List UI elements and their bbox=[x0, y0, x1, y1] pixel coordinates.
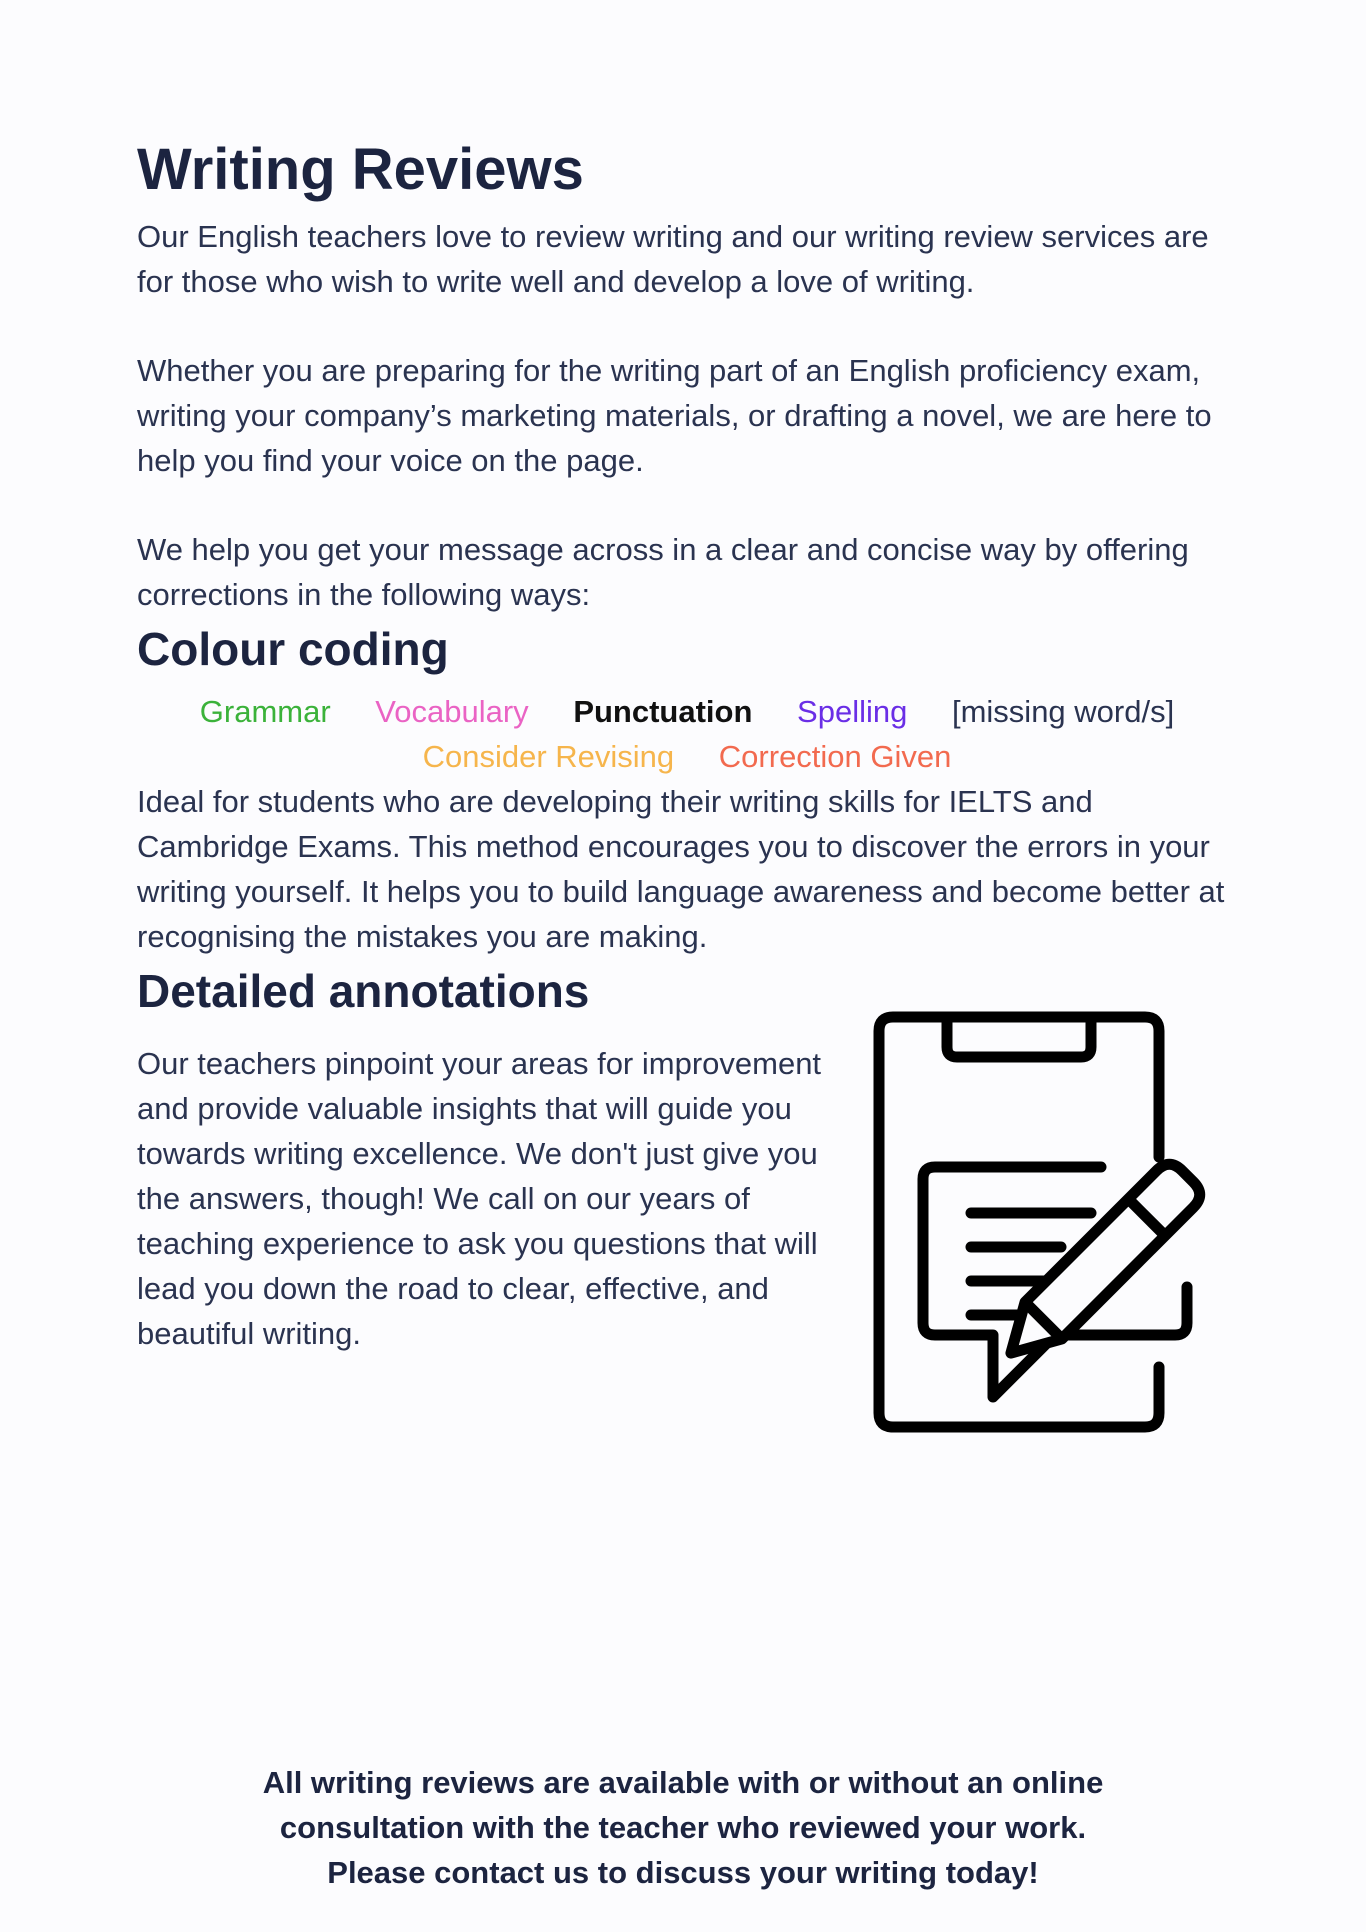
legend-grammar: Grammar bbox=[199, 694, 331, 729]
legend-correction-given: Correction Given bbox=[718, 739, 952, 774]
intro-paragraph: Whether you are preparing for the writing part of an English proficiency exam, writing your company’s marketing materials, or drafting a novel, we are here to help you find your voice on the page. bbox=[137, 353, 1212, 478]
legend-missing-words: [missing word/s] bbox=[951, 694, 1175, 729]
legend-vocabulary: Vocabulary bbox=[375, 694, 529, 729]
writing-reviews-page bbox=[137, 130, 1237, 1501]
legend-row bbox=[137, 689, 1237, 734]
legend-spelling: Spelling bbox=[797, 694, 908, 729]
intro-section bbox=[137, 214, 1237, 617]
page-title: Writing Reviews bbox=[137, 137, 584, 202]
colour-coding-description: Ideal for students who are developing their writing skills for IELTS and Cambridge Exams. This method encourages you to discover the errors in your writing yourself. It helps you to build language awareness and become better at recognising the mistakes you are making. bbox=[137, 784, 1225, 954]
annotations-heading: Detailed annotations bbox=[137, 965, 590, 1017]
footer-line: consultation with the teacher who reviewed your work. bbox=[279, 1810, 1087, 1845]
legend-row bbox=[137, 734, 1237, 779]
intro-paragraph: Our English teachers love to review writing and our writing review services are for those who wish to write well and develop a love of writing. bbox=[137, 219, 1209, 299]
clipboard-pen-icon bbox=[869, 1007, 1269, 1437]
annotations-description: Our teachers pinpoint your areas for improvement and provide valuable insights that will guide you towards writing excellence. We don't just give you the answers, though! We call on our years of teaching experience to ask you questions that will lead you down the road to clear, effective, and beautiful writing. bbox=[137, 1046, 822, 1351]
annotations-row bbox=[137, 1041, 1237, 1501]
footer-line: Please contact us to discuss your writing today! bbox=[327, 1855, 1039, 1890]
colour-legend bbox=[137, 689, 1237, 779]
legend-punctuation: Punctuation bbox=[573, 694, 753, 729]
colour-coding-heading: Colour coding bbox=[137, 623, 449, 675]
intro-paragraph: We help you get your message across in a clear and concise way by offering corrections in the following ways: bbox=[137, 532, 1189, 612]
footer-line: All writing reviews are available with or without an online bbox=[262, 1765, 1104, 1800]
footer-note bbox=[0, 1760, 1366, 1895]
legend-consider-revising: Consider Revising bbox=[422, 739, 675, 774]
